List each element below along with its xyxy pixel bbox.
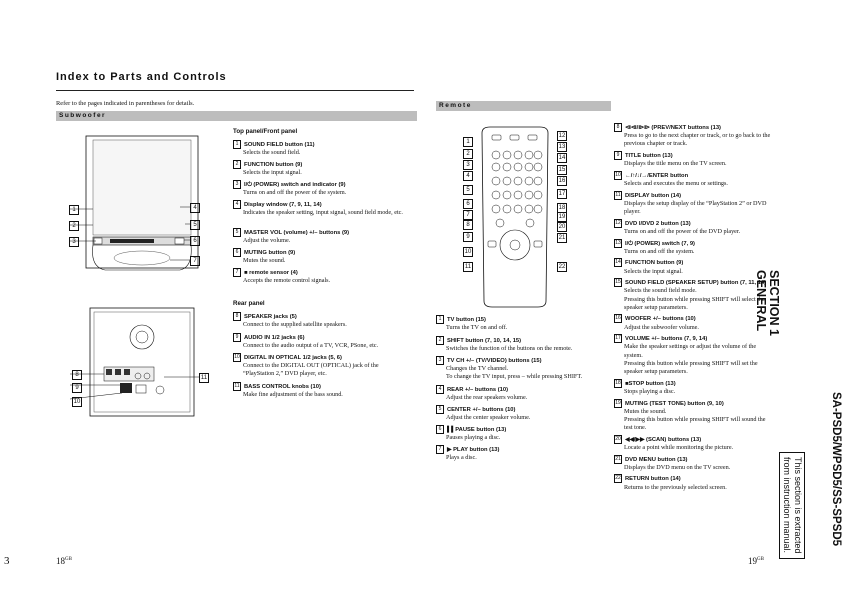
remote-item-13: 13 I/⏻ (POWER) switch (7, 9) Turns on and off the system. <box>615 239 695 255</box>
top-item-2: 2 FUNCTION button (9) Selects the input signal. <box>233 160 411 177</box>
remote-item-3: 3 TV CH +/– (TV/VIDEO) buttons (15) Changes the TV channel. To change the TV input, press – while pressing SHIFT. <box>436 356 608 382</box>
rear-item-8: 8 SPEAKER jacks (5) Connect to the supplied satellite speakers. <box>233 312 411 329</box>
subwoofer-base <box>93 245 192 270</box>
remote-label-16: 16 <box>558 178 566 184</box>
section-general: GENERAL <box>754 270 768 332</box>
remote-item-8: 8 ⧏⧏/⧐⧐ (PREV/NEXT buttons (13) Press to go to the next chapter or track, or to go back to the previous chapter or track. <box>614 123 774 149</box>
remote-item-6: 6 ▌▌PAUSE button (13) Pauses playing a disc. <box>436 425 608 442</box>
subwoofer-label-9: 9 <box>72 383 82 393</box>
page-left-suffix: GB <box>65 557 72 562</box>
remote-label-20: 20 <box>558 224 566 230</box>
rear-item-11: 11 BASS CONTROL knobs (10) Make fine adjustment of the bass sound. <box>234 383 343 399</box>
optical-jacks[interactable] <box>120 383 132 393</box>
display-button[interactable] <box>488 241 496 247</box>
subwoofer-label-11: 11 <box>200 375 208 381</box>
remote-item-18: 18 ■STOP button (13) Stops playing a disc. <box>615 379 676 395</box>
subwoofer-label-6: 6 <box>190 236 200 246</box>
remote-label-3: 3 <box>463 160 473 170</box>
remote-label-6: 6 <box>463 199 473 209</box>
top-item-4: 4 Display window (7, 9, 11, 14) Indicates the speaker setting, input signal, sound field mode, etc. <box>233 200 411 217</box>
extract-note-line-2: from instruction manual. <box>782 457 792 554</box>
model-number: SA-PSD5/WPSD5/SS-SPSD5 <box>830 392 842 547</box>
bass-control-knob[interactable] <box>156 386 164 394</box>
remote-item-14: 14 FUNCTION button (9) Selects the input signal. <box>615 259 684 275</box>
remote-item-2: 2 SHIFT button (7, 10, 14, 15) Switches the function of the buttons on the remote. <box>436 336 608 353</box>
section-number: SECTION 1 <box>767 270 781 336</box>
remote-item-5: 5 CENTER +/– buttons (10) Adjust the center speaker volume. <box>436 405 608 422</box>
remote-item-1: 1 TV button (15) Turns the TV on and off. <box>436 315 608 332</box>
remote-label-18: 18 <box>558 205 566 211</box>
rear-item-9: 9 AUDIO IN 1/2 jacks (6) Connect to the audio output of a TV, VCR, PSone, etc. <box>233 333 411 350</box>
subwoofer-front-illustration <box>60 130 210 280</box>
remote-illustration <box>470 125 560 310</box>
remote-label-13: 13 <box>558 144 566 150</box>
remote-label-9: 9 <box>463 232 473 242</box>
remote-label-8: 8 <box>463 220 473 230</box>
enter-button[interactable] <box>510 240 520 250</box>
remote-item-20: 20 ◀◀/▶▶ (SCAN) buttons (13) Locate a point while monitoring the picture. <box>615 435 734 451</box>
remote-list-b <box>614 123 774 494</box>
remote-item-16: 16 WOOFER +/– buttons (10) Adjust the subwoofer volume. <box>615 315 699 331</box>
remote-label-10: 10 <box>464 249 472 255</box>
remote-item-10: 10 ←/↑/↓/→/ENTER button Selects and executes the menu or settings. <box>615 171 728 187</box>
return-button[interactable] <box>534 241 542 247</box>
subwoofer-label-4: 4 <box>190 203 200 213</box>
subwoofer-label-5: 5 <box>190 220 200 230</box>
intro-text: Refer to the pages indicated in parentheses for details. <box>56 100 195 107</box>
remote-label-5: 5 <box>463 185 473 195</box>
tv-button[interactable] <box>492 135 501 140</box>
page-title: Index to Parts and Controls <box>56 71 227 83</box>
remote-label-17: 17 <box>558 191 566 197</box>
remote-item-7: 7 ▶ PLAY button (13) Plays a disc. <box>436 445 608 462</box>
power-button[interactable] <box>528 135 537 140</box>
subwoofer-label-1: 1 <box>69 205 79 215</box>
remote-label-19: 19 <box>558 214 566 220</box>
speaker-jack-2[interactable] <box>115 369 121 375</box>
top-panel-heading: Top panel/Front panel <box>233 128 298 135</box>
remote-label-21: 21 <box>558 235 566 241</box>
subwoofer-rear-illustration <box>60 305 210 420</box>
title-rule <box>56 90 414 91</box>
page-right-num: 19 <box>748 556 757 566</box>
section-bar-subwoofer: Subwoofer <box>56 111 417 121</box>
muting-button[interactable] <box>175 238 184 244</box>
remote-item-15: 15 SOUND FIELD (SPEAKER SETUP) button (7, 11, 14) Selects the sound field mode. Pressing this button while pressing SHIFT will select the speaker setup parameters. <box>615 279 767 311</box>
subwoofer-label-10: 10 <box>73 399 81 405</box>
dvd-button[interactable] <box>510 135 519 140</box>
top-item-6: 6 MUTING button (9) Mutes the sound. <box>233 248 411 265</box>
remote-item-9: 9 TITLE button (13) Displays the title menu on the TV screen. <box>614 151 774 168</box>
remote-label-7: 7 <box>463 210 473 220</box>
speaker-port <box>114 251 170 265</box>
section-bar-remote: Remote <box>436 101 611 111</box>
page-right-suffix: GB <box>757 557 764 562</box>
page-number-right <box>748 556 764 566</box>
remote-label-11: 11 <box>464 264 472 270</box>
rear-body <box>90 308 194 416</box>
remote-label-2: 2 <box>463 149 473 159</box>
subwoofer-grille <box>93 140 191 235</box>
remote-item-22: 22 RETURN button (14) Returns to the previously selected screen. <box>615 475 727 491</box>
extract-note-line-1: This section is extracted <box>793 457 803 554</box>
remote-item-19: 19 MUTING (TEST TONE) button (9, 10) Mutes the sound. Pressing this button while pressing SHIFT will sound the test tone. <box>615 399 766 432</box>
sheet-number: 3 <box>4 555 10 567</box>
extract-note <box>779 452 805 559</box>
top-item-3: 3 I/⏻ (POWER) switch and indicator (9) Turns on and off the power of the system. <box>233 180 411 197</box>
display-window <box>110 239 154 243</box>
remote-label-4: 4 <box>463 171 473 181</box>
speaker-jack-3[interactable] <box>124 369 130 375</box>
subwoofer-label-7: 7 <box>190 256 200 266</box>
remote-label-15: 15 <box>558 167 566 173</box>
top-item-7: 7 ■ remote sensor (4) Accepts the remote control signals. <box>233 268 411 285</box>
page-number-left <box>56 556 72 566</box>
rear-panel-heading: Rear panel <box>233 300 265 307</box>
remote-item-11: 11 DISPLAY button (14) Displays the setup display of the “PlayStation 2” or DVD player. <box>615 191 767 216</box>
remote-label-1: 1 <box>463 137 473 147</box>
remote-item-21: 21 DVD MENU button (13) Displays the DVD menu on the TV screen. <box>615 455 731 471</box>
top-item-1: 1 SOUND FIELD button (11) Selects the sound field. <box>233 140 411 157</box>
speaker-jack-1[interactable] <box>106 369 112 375</box>
subwoofer-label-2: 2 <box>69 221 79 231</box>
remote-label-12: 12 <box>558 133 566 139</box>
section-heading <box>754 270 780 336</box>
remote-label-22: 22 <box>558 264 566 270</box>
remote-item-12: 12 DVD I/DVD 2 button (13) Turns on and off the power of the DVD player. <box>615 219 741 235</box>
rear-port <box>130 325 154 349</box>
remote-item-4: 4 REAR +/– buttons (10) Adjust the rear speakers volume. <box>436 385 608 402</box>
remote-item-17: 17 VOLUME +/– buttons (7, 9, 14) Make the speaker settings or adjust the volume of the system. Pressing this button while pressing SHIFT will set the speaker setup parameters. <box>615 335 758 375</box>
remote-label-14: 14 <box>558 155 566 161</box>
top-item-5: 5 MASTER VOL (volume) +/– buttons (9) Adjust the volume. <box>233 228 411 245</box>
page-left-num: 18 <box>56 556 65 566</box>
subwoofer-label-3: 3 <box>69 237 79 247</box>
subwoofer-label-8: 8 <box>72 370 82 380</box>
rear-item-10: 10 DIGITAL IN OPTICAL 1/2 jacks (5, 6) Connect to the DIGITAL OUT (OPTICAL) jack of the “PlayStation 2,” DVD player, etc. <box>234 354 379 378</box>
